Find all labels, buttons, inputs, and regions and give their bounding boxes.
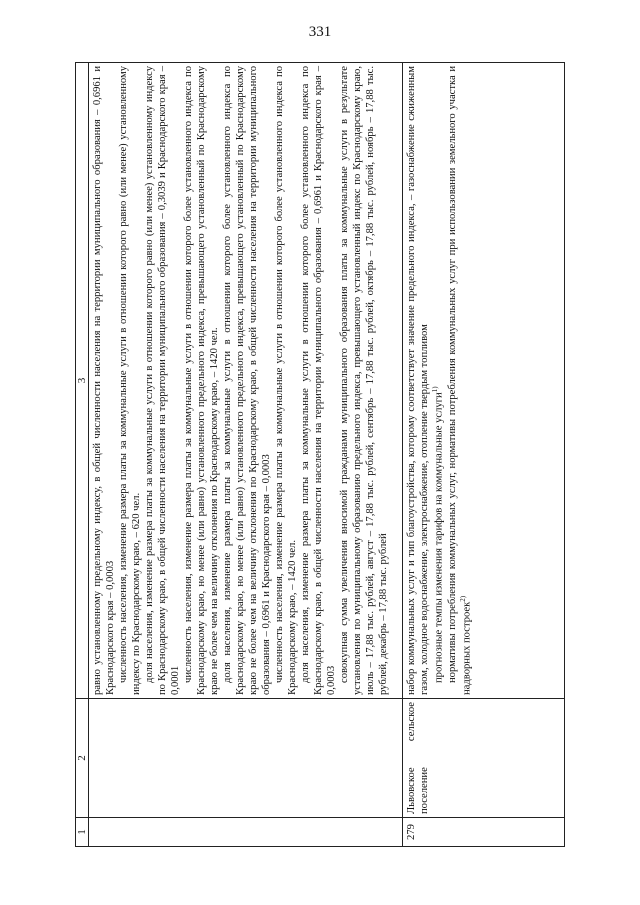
row-paragraph	[431, 66, 446, 695]
row-paragraph-text: прогнозные темпы изменения тарифов на коммунальные услуги	[433, 392, 445, 683]
column-header-3: 3	[76, 63, 89, 699]
settlement-name-cell: Львовское сельское поселение	[403, 699, 565, 818]
continuation-paragraph: доля населения, изменение размера платы за коммунальные услуги в отношении которого более установленного индекса по Краснодарскому краю, в общей численности населения на территории муниципального образования – 0,6961 и Краснодарского края – 0,0003	[300, 66, 338, 695]
page-number: 331	[308, 24, 332, 40]
continuation-paragraph: численность населения, изменение размера платы за коммунальные услуги в отношении которого более установленного индекса по Краснодарскому краю, – 1420 чел.	[274, 66, 299, 695]
column-header-1: 1	[76, 818, 89, 847]
rotated-table-container	[75, 62, 565, 847]
table-header-row	[76, 63, 89, 847]
column-header-2: 2	[76, 699, 89, 818]
continuation-number-cell	[89, 818, 403, 847]
row-paragraph: набор коммунальных услуг и тип благоустройства, которому соответствует значение предельного индекса, – газоснабжение сжиженным газом, холодное водоснабжение, электроснабжение, отопление твердым топливом	[406, 66, 431, 695]
continuation-paragraph: доля населения, изменение размера платы за коммунальные услуги в отношении которого равно (или менее) установленному индексу по Краснодарскому краю, в общей численности населения на территории муниципального образования – 0,3039 и Краснодарского края – 0,0001	[144, 66, 182, 695]
continuation-name-cell	[89, 699, 403, 818]
continuation-description-cell	[89, 63, 403, 699]
footnote-mark: 2)	[458, 595, 467, 602]
table-row-continuation	[89, 63, 403, 847]
data-table	[75, 62, 565, 847]
table-row-279	[403, 63, 565, 847]
continuation-paragraph: доля населения, изменение размера платы за коммунальные услуги в отношении которого более установленного индекса по Краснодарскому краю, но менее (или равно) установленного предельного индекса, превышающего установленный по Краснодарскому краю не более чем на величину отклонения по Краснодарскому краю, в общей численности населения на территории муниципального образования – 0,6961 и Краснодарского края – 0,0003	[222, 66, 273, 695]
row-paragraph	[446, 66, 474, 695]
row-paragraph-text: нормативы потребления коммунальных услуг, нормативы потребления коммунальных услуг при использовании земельного участка и надворных построек	[446, 66, 473, 695]
continuation-paragraph: равно установленному предельному индексу, в общей численности населения на территории муниципального образования – 0,6961 и Краснодарского края – 0,0003	[92, 66, 117, 695]
continuation-paragraph: численность населения, изменение размера платы за коммунальные услуги в отношении которого равно (или менее) установленному индексу по Краснодарскому краю, – 620 чел.	[118, 66, 143, 695]
row-number-cell: 279	[403, 818, 565, 847]
continuation-paragraph: численность населения, изменение размера платы за коммунальные услуги в отношении которого более установленного индекса по Краснодарскому краю, но менее (или равно) установленного предельного индекса, превышающего установленный по Краснодарскому краю не более чем на величину отклонения по Краснодарскому краю, – 1420 чел.	[183, 66, 221, 695]
continuation-paragraph: совокупная сумма увеличения вносимой гражданами муниципального образования платы за коммунальные услуги в результате установления по муниципальному образованию предельного индекса, превышающего установленный индекс по Краснодарскому краю, июль – 17,88 тыс. рублей, август – 17,88 тыс. рублей, сентябрь – 17,88 тыс. рублей, октябрь – 17,88 тыс. рублей, ноябрь – 17,88 тыс. рублей, декабрь – 17,88 тыс. рублей	[339, 66, 390, 695]
row-description-cell	[403, 63, 565, 699]
footnote-mark: 1)	[431, 386, 440, 393]
